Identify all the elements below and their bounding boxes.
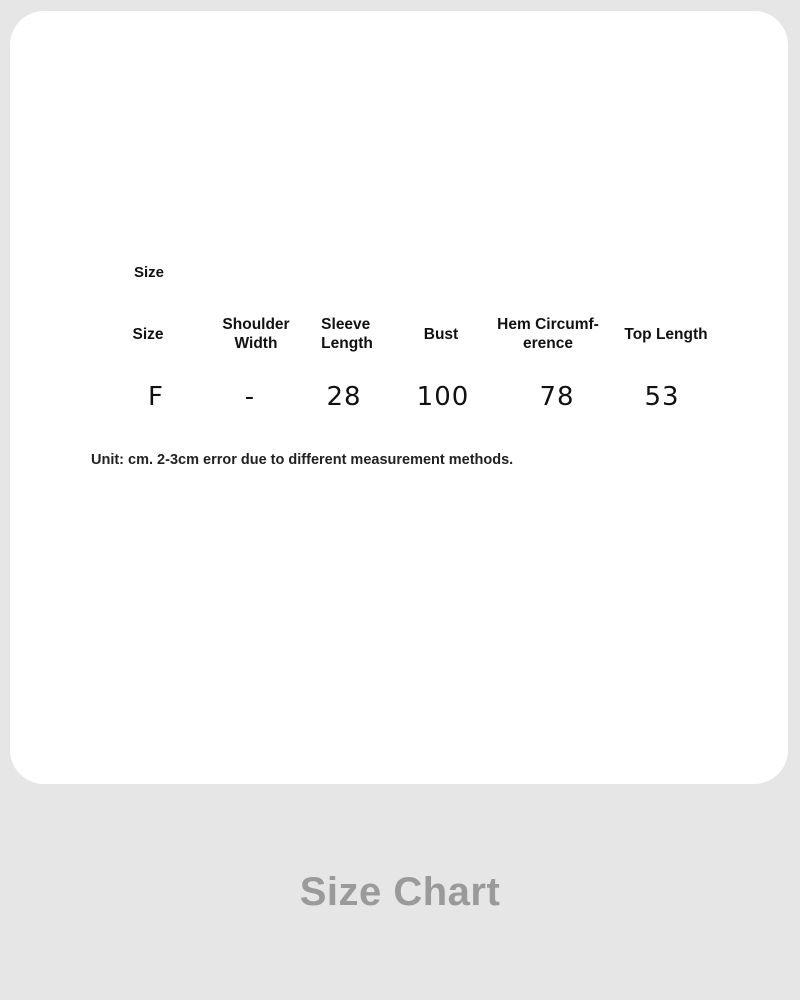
- header-hem-circumference: [497, 315, 599, 353]
- header-shoulder-width-line-1: Shoulder: [222, 316, 290, 333]
- header-hem-circumference-line-2: erence: [523, 335, 573, 352]
- header-size: [132, 325, 163, 344]
- header-sleeve-length-line-2: Length: [321, 335, 373, 352]
- table-title: Size: [134, 264, 165, 281]
- header-size-line-1: Size: [132, 326, 164, 343]
- header-top-length: [624, 325, 707, 344]
- measurement-note: Unit: cm. 2-3cm error due to different measurement methods.: [91, 452, 514, 468]
- header-bust-line-1: Bust: [423, 326, 459, 343]
- header-bust: [424, 325, 458, 344]
- value-hem-circumference: 78: [539, 382, 575, 412]
- value-bust: 100: [416, 382, 470, 412]
- value-sleeve-length: 28: [326, 382, 362, 412]
- header-sleeve-length: [321, 315, 373, 353]
- header-shoulder-width-line-2: Width: [234, 335, 278, 352]
- header-top-length-line-1: Top Length: [624, 326, 708, 343]
- value-top-length: 53: [644, 382, 680, 412]
- header-hem-circumference-line-1: Hem Circumf-: [497, 316, 599, 333]
- size-chart-title: Size Chart: [299, 870, 501, 914]
- value-shoulder-width: -: [244, 382, 256, 412]
- size-card: [10, 11, 788, 784]
- value-size: F: [148, 382, 164, 412]
- header-shoulder-width: [222, 315, 289, 353]
- header-sleeve-length-line-1: Sleeve: [321, 316, 371, 333]
